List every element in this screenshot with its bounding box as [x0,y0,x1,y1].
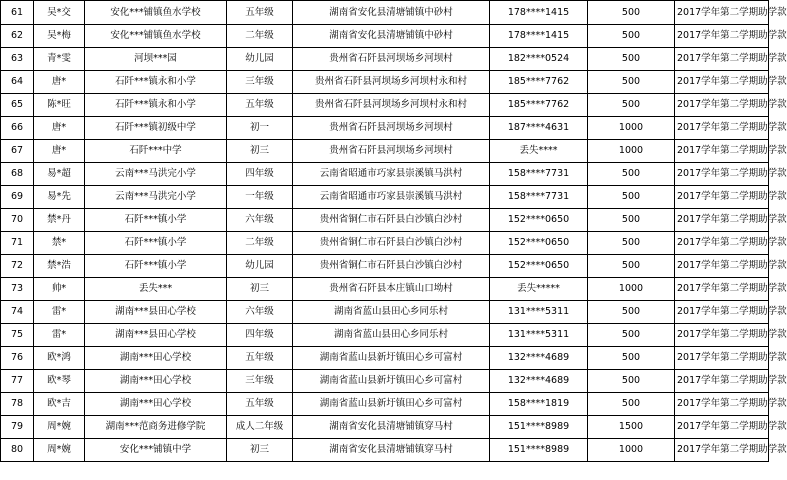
school-cell[interactable]: 石阡***镇小学 [85,255,227,278]
school-cell[interactable]: 湖南***县田心学校 [85,324,227,347]
phone-cell[interactable]: 131****5311 [490,324,588,347]
amount-cell[interactable]: 500 [588,209,675,232]
table-row [1,117,769,140]
note-cell[interactable]: 2017学年第二学期助学款 [675,186,769,209]
address-cell[interactable]: 湖南省安化县清塘铺镇穿马村 [293,416,490,439]
address-cell[interactable]: 云南省昭通市巧家县崇溪镇马洪村 [293,163,490,186]
phone-cell[interactable]: 158****1819 [490,393,588,416]
amount-cell[interactable]: 500 [588,25,675,48]
note-cell[interactable]: 2017学年第二学期助学款 [675,255,769,278]
name-cell[interactable]: 帅* [34,278,85,301]
name-cell[interactable]: 禁*丹 [34,209,85,232]
note-cell[interactable]: 2017学年第二学期助学款 [675,347,769,370]
row-number-cell[interactable]: 64 [1,71,34,94]
row-number-cell[interactable]: 63 [1,48,34,71]
grade-cell[interactable]: 六年级 [227,209,293,232]
grade-cell[interactable]: 四年级 [227,324,293,347]
school-cell[interactable]: 湖南***田心学校 [85,347,227,370]
phone-cell[interactable]: 152****0650 [490,255,588,278]
phone-cell[interactable]: 132****4689 [490,347,588,370]
name-cell[interactable]: 雷* [34,301,85,324]
note-cell[interactable]: 2017学年第二学期助学款 [675,324,769,347]
name-cell[interactable]: 青*雯 [34,48,85,71]
grade-cell[interactable]: 初三 [227,278,293,301]
amount-cell[interactable]: 500 [588,393,675,416]
phone-cell[interactable]: 187****4631 [490,117,588,140]
phone-cell[interactable]: 182****0524 [490,48,588,71]
address-cell[interactable]: 湖南省蓝山县田心乡同乐村 [293,301,490,324]
grade-cell[interactable]: 初三 [227,439,293,462]
note-cell[interactable]: 2017学年第二学期助学款 [675,209,769,232]
address-cell[interactable]: 贵州省石阡县河坝场乡河坝村永和村 [293,71,490,94]
amount-cell[interactable]: 500 [588,94,675,117]
table-row [1,209,769,232]
phone-cell[interactable]: 178****1415 [490,1,588,25]
row-number-cell[interactable]: 77 [1,370,34,393]
address-cell[interactable]: 贵州省石阡县河坝场乡河坝村永和村 [293,94,490,117]
address-cell[interactable]: 湖南省蓝山县新圩镇田心乡可富村 [293,393,490,416]
table-row [1,48,769,71]
row-number-cell[interactable]: 74 [1,301,34,324]
amount-cell[interactable]: 1000 [588,117,675,140]
address-cell[interactable]: 湖南省蓝山县新圩镇田心乡可富村 [293,347,490,370]
note-cell[interactable]: 2017学年第二学期助学款 [675,140,769,163]
note-cell[interactable]: 2017学年第二学期助学款 [675,25,769,48]
school-cell[interactable]: 石阡***镇永和小学 [85,71,227,94]
row-number-cell[interactable]: 61 [1,1,34,25]
table-row [1,278,769,301]
school-cell[interactable]: 石阡***镇小学 [85,232,227,255]
grade-cell[interactable]: 二年级 [227,25,293,48]
phone-cell[interactable]: 185****7762 [490,71,588,94]
row-number-cell[interactable]: 68 [1,163,34,186]
row-number-cell[interactable]: 72 [1,255,34,278]
grade-cell[interactable]: 三年级 [227,370,293,393]
table-row [1,25,769,48]
row-number-cell[interactable]: 79 [1,416,34,439]
row-number-cell[interactable]: 67 [1,140,34,163]
school-cell[interactable]: 丢失*** [85,278,227,301]
phone-cell[interactable]: 丢失***** [490,278,588,301]
name-cell[interactable]: 吴*交 [34,1,85,25]
row-number-cell[interactable]: 71 [1,232,34,255]
row-number-cell[interactable]: 78 [1,393,34,416]
phone-cell[interactable]: 151****8989 [490,439,588,462]
address-cell[interactable]: 湖南省安化县清塘铺镇中砂村 [293,1,490,25]
address-cell[interactable]: 湖南省蓝山县新圩镇田心乡可富村 [293,370,490,393]
name-cell[interactable]: 易*超 [34,163,85,186]
grade-cell[interactable]: 成人二年级 [227,416,293,439]
table-body [1,1,787,462]
name-cell[interactable]: 陈*旺 [34,94,85,117]
row-number-cell[interactable]: 70 [1,209,34,232]
grade-cell[interactable]: 初一 [227,117,293,140]
amount-cell[interactable]: 500 [588,324,675,347]
address-cell[interactable]: 贵州省石阡县河坝场乡河坝村 [293,48,490,71]
address-cell[interactable]: 贵州省石阡县本庄镇山口坳村 [293,278,490,301]
school-cell[interactable]: 云南***马洪完小学 [85,163,227,186]
amount-cell[interactable]: 500 [588,370,675,393]
row-number-cell[interactable]: 69 [1,186,34,209]
table-row [1,393,769,416]
note-cell[interactable]: 2017学年第二学期助学款 [675,1,769,25]
name-cell[interactable]: 唐* [34,140,85,163]
table-row [1,416,769,439]
note-cell[interactable]: 2017学年第二学期助学款 [675,301,769,324]
school-cell[interactable]: 湖南***县田心学校 [85,301,227,324]
table-row [1,301,769,324]
amount-cell[interactable]: 1000 [588,439,675,462]
row-number-cell[interactable]: 65 [1,94,34,117]
amount-cell[interactable]: 500 [588,255,675,278]
name-cell[interactable]: 欧*鸿 [34,347,85,370]
row-number-cell[interactable]: 66 [1,117,34,140]
phone-cell[interactable]: 152****0650 [490,209,588,232]
address-cell[interactable]: 湖南省蓝山县田心乡同乐村 [293,324,490,347]
address-cell[interactable]: 贵州省石阡县河坝场乡河坝村 [293,117,490,140]
note-cell[interactable]: 2017学年第二学期助学款 [675,393,769,416]
name-cell[interactable]: 欧*吉 [34,393,85,416]
grade-cell[interactable]: 幼儿园 [227,48,293,71]
phone-cell[interactable]: 131****5311 [490,301,588,324]
address-cell[interactable]: 贵州省铜仁市石阡县白沙镇白沙村 [293,209,490,232]
grade-cell[interactable]: 三年级 [227,71,293,94]
note-cell[interactable]: 2017学年第二学期助学款 [675,48,769,71]
school-cell[interactable]: 湖南***田心学校 [85,393,227,416]
row-number-cell[interactable]: 76 [1,347,34,370]
table-row [1,94,769,117]
note-cell[interactable]: 2017学年第二学期助学款 [675,94,769,117]
note-cell[interactable]: 2017学年第二学期助学款 [675,117,769,140]
note-cell[interactable]: 2017学年第二学期助学款 [675,278,769,301]
school-cell[interactable]: 安化***铺镇鱼水学校 [85,1,227,25]
row-number-cell[interactable]: 80 [1,439,34,462]
note-cell[interactable]: 2017学年第二学期助学款 [675,439,769,462]
table-row [1,255,769,278]
school-cell[interactable]: 云南***马洪完小学 [85,186,227,209]
amount-cell[interactable]: 500 [588,301,675,324]
address-cell[interactable]: 云南省昭通市巧家县崇溪镇马洪村 [293,186,490,209]
amount-cell[interactable]: 500 [588,347,675,370]
phone-cell[interactable]: 132****4689 [490,370,588,393]
table-row [1,347,769,370]
table-row [1,370,769,393]
name-cell[interactable]: 易*先 [34,186,85,209]
grade-cell[interactable]: 六年级 [227,301,293,324]
address-cell[interactable]: 贵州省铜仁市石阡县白沙镇白沙村 [293,232,490,255]
grade-cell[interactable]: 五年级 [227,1,293,25]
table-row [1,163,769,186]
note-cell[interactable]: 2017学年第二学期助学款 [675,232,769,255]
phone-cell[interactable]: 158****7731 [490,163,588,186]
amount-cell[interactable]: 1000 [588,278,675,301]
table-row [1,71,769,94]
name-cell[interactable]: 周*婉 [34,416,85,439]
school-cell[interactable]: 石阡***镇初级中学 [85,117,227,140]
amount-cell[interactable]: 1500 [588,416,675,439]
name-cell[interactable]: 唐* [34,117,85,140]
phone-cell[interactable]: 152****0650 [490,232,588,255]
phone-cell[interactable]: 158****7731 [490,186,588,209]
table-row [1,439,769,462]
amount-cell[interactable]: 500 [588,1,675,25]
grade-cell[interactable]: 五年级 [227,347,293,370]
row-number-cell[interactable]: 75 [1,324,34,347]
grade-cell[interactable]: 五年级 [227,94,293,117]
amount-cell[interactable]: 500 [588,163,675,186]
school-cell[interactable]: 湖南***田心学校 [85,370,227,393]
school-cell[interactable]: 河坝***园 [85,48,227,71]
school-cell[interactable]: 安化***铺镇中学 [85,439,227,462]
name-cell[interactable]: 唐* [34,71,85,94]
grade-cell[interactable]: 幼儿园 [227,255,293,278]
note-cell[interactable]: 2017学年第二学期助学款 [675,163,769,186]
grade-cell[interactable]: 四年级 [227,163,293,186]
amount-cell[interactable]: 500 [588,48,675,71]
table-row [1,324,769,347]
school-cell[interactable]: 湖南***范商务进修学院 [85,416,227,439]
phone-cell[interactable]: 151****8989 [490,416,588,439]
grade-cell[interactable]: 二年级 [227,232,293,255]
name-cell[interactable]: 吴*梅 [34,25,85,48]
amount-cell[interactable]: 500 [588,232,675,255]
note-cell[interactable]: 2017学年第二学期助学款 [675,71,769,94]
row-number-cell[interactable]: 62 [1,25,34,48]
table-row [1,1,769,25]
address-cell[interactable]: 贵州省铜仁市石阡县白沙镇白沙村 [293,255,490,278]
name-cell[interactable]: 周*婉 [34,439,85,462]
table-row [1,186,769,209]
phone-cell[interactable]: 178****1415 [490,25,588,48]
address-cell[interactable]: 贵州省石阡县河坝场乡河坝村 [293,140,490,163]
address-cell[interactable]: 湖南省安化县清塘铺镇穿马村 [293,439,490,462]
amount-cell[interactable]: 1000 [588,140,675,163]
grade-cell[interactable]: 五年级 [227,393,293,416]
grade-cell[interactable]: 初三 [227,140,293,163]
school-cell[interactable]: 安化***铺镇鱼水学校 [85,25,227,48]
amount-cell[interactable]: 500 [588,71,675,94]
school-cell[interactable]: 石阡***镇永和小学 [85,94,227,117]
name-cell[interactable]: 欧*琴 [34,370,85,393]
note-cell[interactable]: 2017学年第二学期助学款 [675,370,769,393]
name-cell[interactable]: 雷* [34,324,85,347]
grade-cell[interactable]: 一年级 [227,186,293,209]
row-number-cell[interactable]: 73 [1,278,34,301]
table-row [1,140,769,163]
school-cell[interactable]: 石阡***中学 [85,140,227,163]
phone-cell[interactable]: 丢失**** [490,140,588,163]
school-cell[interactable]: 石阡***镇小学 [85,209,227,232]
name-cell[interactable]: 禁*浩 [34,255,85,278]
amount-cell[interactable]: 500 [588,186,675,209]
table-row [1,232,769,255]
address-cell[interactable]: 湖南省安化县清塘铺镇中砂村 [293,25,490,48]
note-cell[interactable]: 2017学年第二学期助学款 [675,416,769,439]
name-cell[interactable]: 禁* [34,232,85,255]
phone-cell[interactable]: 185****7762 [490,94,588,117]
